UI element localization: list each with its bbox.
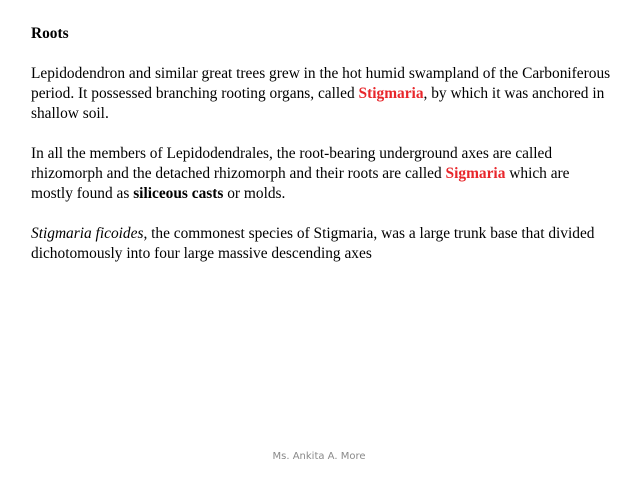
para1-text-after: , by which it was anchored in shallow soil.: [31, 85, 605, 122]
slide-heading: Roots: [31, 25, 69, 42]
para2-text-before: In all the members of Lepidodendrales, the root-bearing underground axes are called rhizomorph and the detached rhizomorph and their roots are called: [31, 145, 553, 182]
para1-text-before: Lepidodendron and similar great trees grew in the hot humid swampland of the Carboniferous period. It possessed branching rooting organs, called: [31, 65, 611, 102]
slide-content: [31, 24, 611, 284]
slide-footer-author: Ms. Ankita A. More: [272, 451, 366, 462]
siliceous-casts-bold: siliceous casts: [133, 185, 224, 202]
paragraph-rhizomorph: [31, 144, 611, 204]
para2-text-after: or molds.: [223, 185, 286, 202]
paragraph-stigmaria-ficoides: [31, 224, 611, 264]
paragraph-stigmaria-intro: [31, 64, 611, 124]
para3-text-after: , the commonest species of Stigmaria, was a large trunk base that divided dichotomously into four large massive descending axes: [31, 225, 595, 262]
species-name-italic: Stigmaria ficoides: [31, 225, 144, 242]
para2-text-middle: which are mostly found as: [31, 165, 570, 202]
stigmaria-highlight: Stigmaria: [358, 85, 424, 102]
sigmaria-highlight: Sigmaria: [445, 165, 506, 182]
